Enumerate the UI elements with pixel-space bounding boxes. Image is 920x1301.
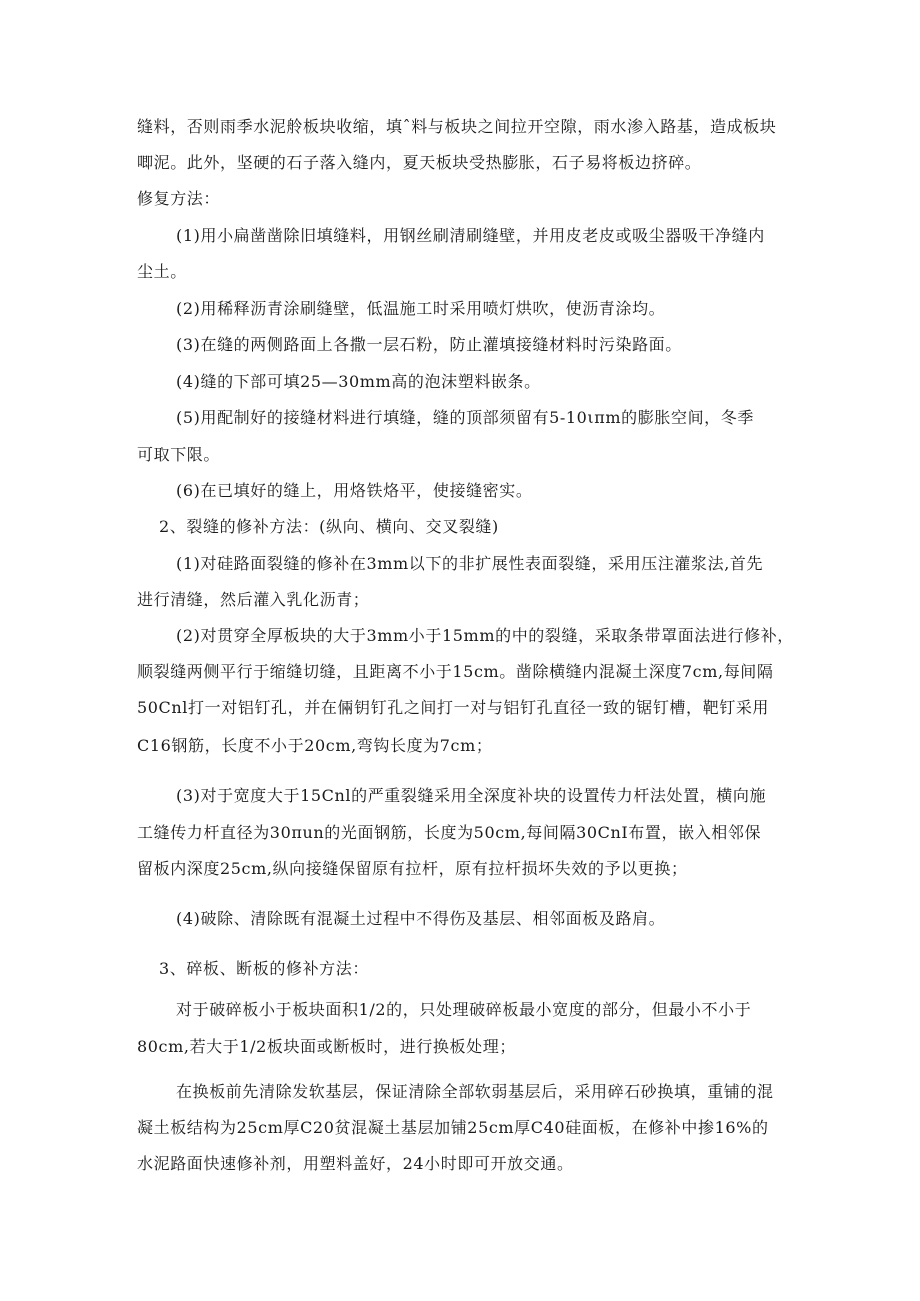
text-line: (6)在已填好的缝上，用烙铁烙平，使接缝密实。 [176, 481, 533, 500]
text-line: 50Cnl打一对铝钉孔，并在倆钥钉孔之间打一对与铝钉孔直径一致的锯钉槽，靶钉采用 [137, 698, 770, 717]
text-line: 顺裂缝两侧平行于缩缝切缝，且距离不小于15cm。凿除横缝内混凝土深度7cm,每间隔 [137, 662, 774, 681]
text-line: 对于破碎板小于板块面积1/2的，只处理破碎板最小宽度的部分，但最小不小于 [176, 1000, 752, 1019]
text-line: 进行清缝，然后灌入乳化沥青； [137, 590, 370, 609]
text-line: 唧泥。此外，坚硬的石子落入缝内，夏天板块受热膨胀，石子易将板边挤碎。 [137, 153, 702, 172]
text-line: (4)破除、清除既有混凝土过程中不得伤及基层、相邻面板及路肩。 [176, 909, 666, 928]
text-line: 水泥路面快速修补剂，用塑料盖好，24小时即可开放交通。 [137, 1154, 574, 1173]
text-line: 在换板前先清除发软基层，保证清除全部软弱基层后，采用碎石砂换填，重铺的混 [176, 1082, 774, 1101]
section-heading: 3、碎板、断板的修补方法： [159, 959, 369, 978]
text-line: 80cm,若大于1/2板块面或断板时，进行换板处理； [137, 1037, 516, 1056]
text-line: 留板内深度25cm,纵向接缝保留原有拉杆，原有拉杆损坏失效的予以更换； [137, 859, 688, 878]
text-line: (3)对于宽度大于15Cnl的严重裂缝采用全深度补块的设置传力杆法处置，横向施 [176, 786, 767, 805]
text-line: (2)对贯穿全厚板块的大于3mm小于15mm的中的裂缝，采取条带罩面法进行修补， [176, 626, 794, 645]
section-heading: 修复方法： [137, 189, 221, 208]
text-line: 工缝传力杆直径为30πun的光面钢筋，长度为50cm,每间隔30CnI布置，嵌入相邻保 [137, 823, 762, 842]
section-heading: 2、裂缝的修补方法：(纵向、横向、交叉裂缝) [159, 517, 499, 536]
text-line: (4)缝的下部可填25—30mm高的泡沫塑料嵌条。 [176, 372, 541, 391]
text-line: (1)对硅路面裂缝的修补在3mm以下的非扩展性表面裂缝，采用压注灌浆法,首先 [176, 554, 764, 573]
text-line: 尘土。 [137, 262, 187, 281]
text-line: (1)用小扁凿凿除旧填缝料，用钢丝刷清刷缝壁，并用皮老皮或吸尘器吸干净缝内 [176, 226, 765, 245]
text-line: C16钢筋，长度不小于20cm,弯钩长度为7cm； [137, 736, 493, 755]
text-line: 可取下限。 [137, 445, 221, 464]
text-line: (3)在缝的两侧路面上各撒一层石粉，防止灌填接缝材料时污染路面。 [176, 335, 682, 354]
text-line: (2)用稀释沥青涂刷缝壁，低温施工时采用喷灯烘吹，使沥青涂均。 [176, 299, 666, 318]
text-line: (5)用配制好的接缝材料进行填缝，缝的顶部须留有5-10ιπm的膨胀空间，冬季 [176, 408, 754, 427]
text-line: 凝土板结构为25cm厚C20贫混凝土基层加铺25cm厚C40硅面板，在修补中掺16%的 [137, 1118, 769, 1137]
text-line: 缝料，否则雨季水泥舲板块收缩，填ˆ料与板块之间拉开空隙，雨水渗入路基，造成板块 [137, 117, 777, 136]
